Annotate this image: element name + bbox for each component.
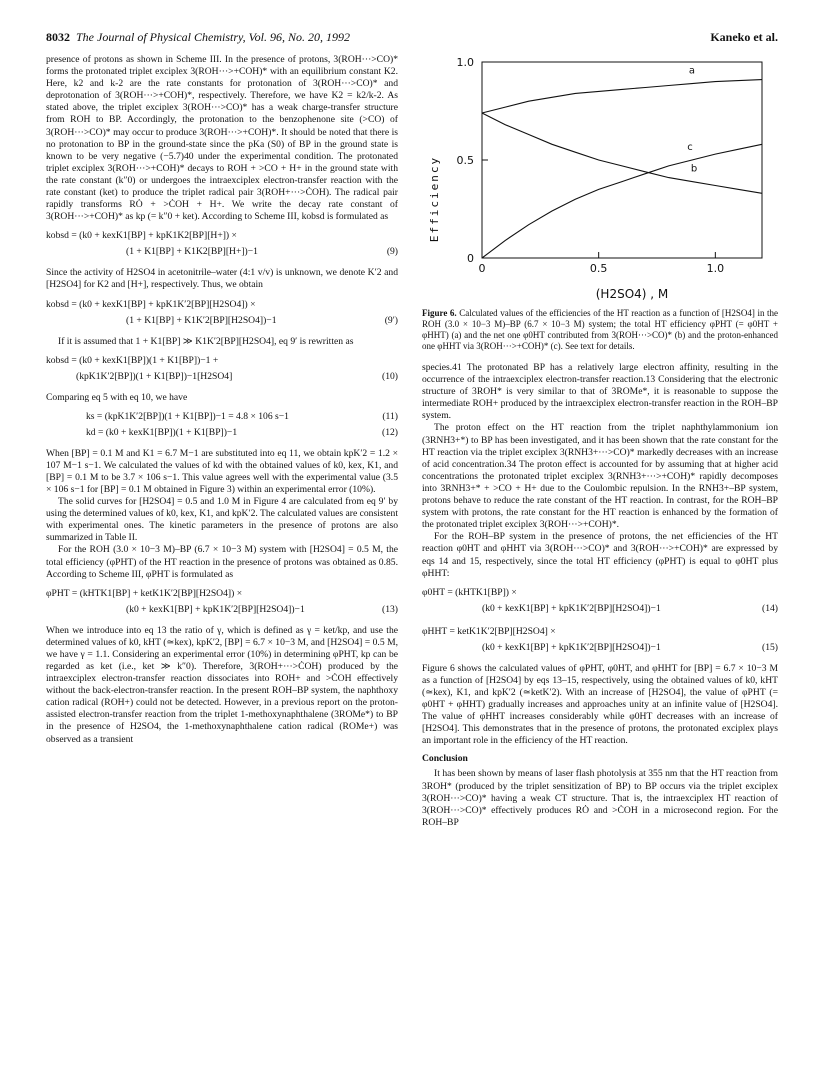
- paragraph: It has been shown by means of laser flash photolysis at 355 nm that the HT reaction from 3ROH* (produced by the triplet sensitization of BP) to BP occurs via the triplet exciplex 3(ROH···>CO)* having a weak CT structure. That is, the intraexciplex HT reaction of 3(ROH···>CO)* effectively produces RȮ and >ĊOH in a microsecond region. For the ROH–BP: [422, 768, 778, 828]
- paragraph: Since the activity of H2SO4 in acetonitrile–water (4:1 v/v) is unknown, we denote K′2 and [H2SO4] for K2 and [H+], respectively. Thus, we obtain: [46, 267, 398, 291]
- paragraph: presence of protons as shown in Scheme III. In the presence of protons, 3(ROH···>CO)* forms the protonated triplet exciplex 3(ROH···>+COH)* with an equilibrium constant K2. Here, k2 and k-2 are the rate constants for protonation of 3(ROH···>CO)* and deprotonation of 3(ROH···>+COH)*, respectively. Therefore, we have K2 = k2/k-2. As stated above, the triplet exciplex 3(ROH···>CO)* has a weak charge-transfer structure from ROH to BP. Accordingly, the protonation to the benzophenone site (>CO) of 3(ROH···>CO)* may occur to produce 3(ROH···>+COH)*. It should be noted that there is no protonation to BP in the ground-state since the pKa (S0) of BP in the ground state is known to be very negative (−5.7)40 under the experimental condition. The protonated triplet exciplex 3(ROH···>+COH)* decays to ROH + >CO + H+ in the ground state with the rate constant (k″0) or undergoes the intraexciplex electron-transfer reaction with the rate constant (ket) to produce the triplet radical pair 3(ROH+···>ĊOH). The radical pair rapidly transforms RȮ + >ĊOH + H+. We write the decay rate constant of 3(ROH···>+COH)* as kp (= k″0 + ket). According to Scheme III, kobsd is formulated as: [46, 54, 398, 223]
- left-column: [46, 54, 398, 746]
- paragraph: When [BP] = 0.1 M and K1 = 6.7 M−1 are substituted into eq 11, we obtain kpK′2 = 1.2 × 107 M−1 s−1. We calculated the values of kd with the obtained values of k0, kex, K1, and [BP] = 0.1 M to be 3.7 × 106 s−1. This value agrees well with the experimental value (3.5 × 106 s−1 for [BP] = 0.1 M obtained in Figure 3) within an experimental error (10%).: [46, 447, 398, 495]
- paragraph: species.41 The protonated BP has a relatively large electron affinity, resulting in the occurrence of the intraexciplex electron-transfer reaction.13 Considering that the electronic structure of 3ROH* is very similar to that of 3ROMe*, it is reasonable to suppose the intermediate ROH+ produced by the intraexciplex electron-transfer reaction in the ROH–BP system.: [422, 362, 778, 422]
- equation-number: (15): [762, 641, 778, 653]
- x-tick-label: 0: [478, 262, 486, 275]
- equation-14-line1: φ0HT = (kHTK1[BP]) ×: [422, 586, 517, 598]
- equation-11: ks = (kpK1K′2[BP])(1 + K1[BP])−1 = 4.8 × 106 s−1 (11): [86, 410, 398, 422]
- x-tick-label: 0.5: [589, 262, 608, 275]
- equation-13-line2: (k0 + kexK1[BP] + kpK1K′2[BP][H2SO4])−1 (13): [126, 603, 398, 615]
- caption-label: Figure 6.: [422, 308, 457, 318]
- equation-9p-line1: kobsd = (k0 + kexK1[BP] + kpK1K′2[BP][H2SO4]) ×: [46, 298, 256, 310]
- equation-15-line2: (k0 + kexK1[BP] + kpK1K′2[BP][H2SO4])−1 (15): [482, 641, 778, 653]
- equation-number: (14): [762, 602, 778, 614]
- y-tick-label: 0.5: [456, 154, 474, 167]
- paragraph: The proton effect on the HT reaction from the triplet naphthylammonium ion (3RNH3+*) to BP has been investigated, and it has been shown that the rate constant for the HT reaction via the triplet exciplex 3(RNH3+···>CO)* markedly decreases with an increase of acid concentration.34 The proton effect is accounted for by assuming that at higher acid concentrations the protonated triplet exciplex 3(RNH3+···>+COH)* rapidly decomposes into 3RNH3+* + >CO + H+ due to the Coulombic repulsion. In the RNH3+–BP system, protons behave to reduce the rate constant of the HT reaction. In contrast, for the ROH–BP system with protons, the rate constant for the HT reaction is enhanced by the formation of the protonated triplet exciplex 3(ROH···>+COH)*.: [422, 422, 778, 531]
- running-header: [46, 30, 778, 46]
- equation-15-line1: φHHT = ketK1K′2[BP][H2SO4] ×: [422, 625, 556, 637]
- equation-9-line1: kobsd = (k0 + kexK1[BP] + kpK1K2[BP][H+]) ×: [46, 230, 237, 242]
- paragraph: For the ROH (3.0 × 10−3 M)–BP (6.7 × 10−3 M) system with [H2SO4] = 0.5 M, the total efficiency (φPHT) of the HT reaction in the presence of protons was obtained as 0.85. According to Scheme III, φPHT is formulated as: [46, 544, 398, 580]
- equation-number: (9): [386, 246, 398, 258]
- journal-citation: The Journal of Physical Chemistry, Vol. 96, No. 20, 1992: [76, 30, 350, 44]
- paragraph: Figure 6 shows the calculated values of φPHT, φ0HT, and φHHT for [BP] = 6.7 × 10−3 M as a function of [H2SO4] by eqs 13–15, respectively, using the obtained values of k0, kHT (≃kex), K1, and kpK′2 (≃ketK′2). With an increase of [H2SO4], the value of φPHT (= φ0HT + φHHT) gradually increases and approaches unity at an infinite value of [H2SO4]. The value of φHHT increases considerably while φ0HT decreases with an increase of [H2SO4]. This demonstrates that in the presence of protons, the protonated exciplex plays an important role in the efficiency of the HT reaction.: [422, 662, 778, 747]
- series-label-c: c: [687, 142, 693, 153]
- page-number: 8032: [46, 30, 70, 44]
- figure-caption: [422, 308, 778, 352]
- series-curve-c: [482, 144, 762, 258]
- y-axis-label: Efficiency: [428, 155, 441, 243]
- efficiency-plot: [422, 54, 778, 304]
- equation-13-line1: φPHT = (kHTK1[BP] + ketK1K′2[BP][H2SO4]) ×: [46, 587, 243, 599]
- equation-number: (13): [382, 603, 398, 615]
- authors: Kaneko et al.: [710, 30, 778, 44]
- paragraph: The solid curves for [H2SO4] = 0.5 and 1.0 M in Figure 4 are calculated from eq 9′ by using the determined values of k0, kex, K1, and kpK′2. The calculated values are consistent with experimental ones. The kinetic parameters in the presence of protons are also summarized in Table II.: [46, 496, 398, 544]
- plot-frame: [482, 62, 762, 258]
- equation-9-line2: (1 + K1[BP] + K1K2[BP][H+])−1 (9): [126, 246, 398, 258]
- y-tick-label: 1.0: [456, 56, 474, 69]
- x-tick-label: 1.0: [706, 262, 725, 275]
- equation-10-line1: kobsd = (k0 + kexK1[BP])(1 + K1[BP])−1 +: [46, 354, 219, 366]
- page-number-and-journal: [46, 30, 350, 45]
- paragraph: When we introduce into eq 13 the ratio of γ, which is defined as γ = ket/kp, and use the determined values of k0, kHT (≃kex), kpK′2, [BP] = 6.7 × 10−3 M, and [H2SO4] = 0.5 M, we have γ = 1.1. Considering an experimental error (10%) in determining φPHT, kp can be regarded as ket (i.e., ket ≫ k″0). Therefore, 3(ROH+···>ĊOH) produced by the intraexciplex electron-transfer reaction dissociates into ROH+ and >ĊOH effectively without the back-electron-transfer reaction. In the present ROH–BP system, the naphthoxy cation radical (ROH+) could not be detected. However, in a previous report on the proton-assisted electron-transfer reaction from the triplet 1-methoxynaphthalene (3ROMe*) to BP in the presence of H2SO4, the 1-methoxynaphthalene cation radical (ROMe+) was observed as a transient: [46, 624, 398, 745]
- series-label-b: b: [690, 163, 698, 175]
- equation-number: (9′): [384, 314, 398, 326]
- equation-14-line2: (k0 + kexK1[BP] + kpK1K′2[BP][H2SO4])−1 (14): [482, 602, 778, 614]
- series-label-a: a: [688, 65, 696, 77]
- equation-number: (12): [382, 426, 398, 438]
- paragraph: If it is assumed that 1 + K1[BP] ≫ K1K′2[BP][H2SO4], eq 9′ is rewritten as: [58, 335, 354, 347]
- section-heading-conclusion: Conclusion: [422, 753, 468, 765]
- equation-number: (10): [382, 370, 398, 382]
- x-axis-label: (H2SO4) , M: [595, 287, 669, 301]
- y-tick-label: 0: [467, 252, 474, 265]
- right-column: [422, 54, 778, 829]
- paragraph: Comparing eq 5 with eq 10, we have: [46, 391, 188, 403]
- figure-6-chart: [422, 54, 778, 304]
- equation-9p-line2: (1 + K1[BP] + K1K′2[BP][H2SO4])−1 (9′): [126, 314, 398, 326]
- series-curve-a: [482, 80, 762, 113]
- paragraph: For the ROH–BP system in the presence of protons, the net efficiencies of the HT reaction φ0HT and φHHT via 3(ROH···>CO)* and 3(ROH···>+COH)* are expressed by eqs 14 and 15, respectively, since the total HT efficiency (φPHT) is equal to φ0HT plus φHHT:: [422, 531, 778, 579]
- caption-text: Calculated values of the efficiencies of the HT reaction as a function of [H2SO4] in the ROH (3.0 × 10−3 M)–BP (6.7 × 10−3 M) system; the total HT efficiency φPHT (= φ0HT + φHHT) (a) and the net one φ0HT contributed from 3(ROH···>CO)* (b) and the proton-enhanced one φHHT via 3(ROH···>+COH)* (c). See text for details.: [422, 308, 779, 351]
- equation-12: kd = (k0 + kexK1[BP])(1 + K1[BP])−1 (12): [86, 426, 398, 438]
- equation-number: (11): [382, 410, 398, 422]
- equation-10-line2: (kpK1K′2[BP])(1 + K1[BP])−1[H2SO4] (10): [76, 370, 398, 382]
